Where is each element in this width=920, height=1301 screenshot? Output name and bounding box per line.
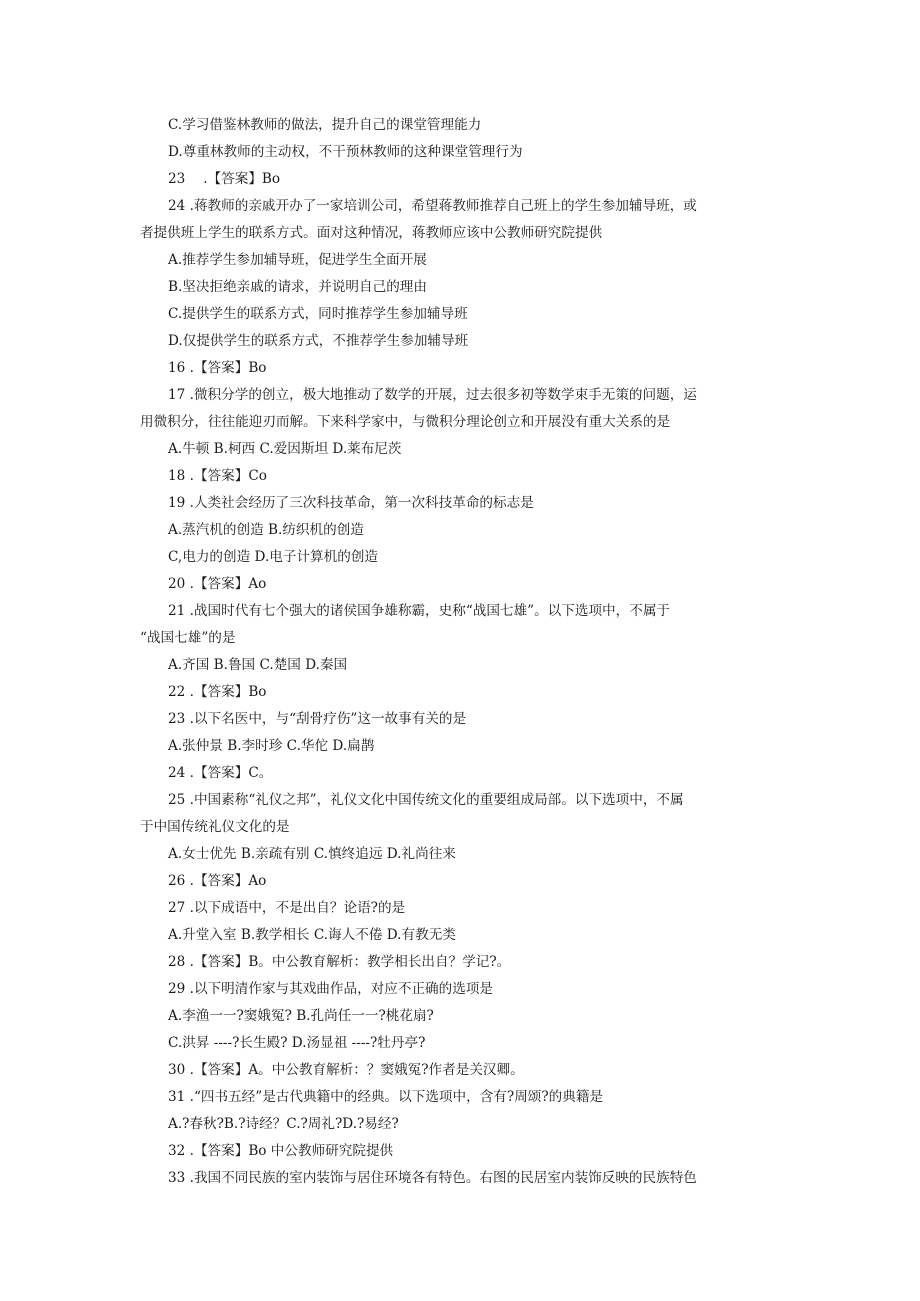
text-line: A.蒸汽机的创造 B.纺织机的创造 [168,522,364,538]
text-line: 23 .以下名医中，与“刮骨疗伤”这一故事有关的是 [168,711,467,727]
text-line: C,电力的创造 D.电子计算机的创造 [168,549,379,565]
text-line: C.提供学生的联系方式，同时推荐学生参加辅导班 [168,306,468,322]
text-line: 于中国传统礼仪文化的是 [140,819,290,835]
text-line: 19 .人类社会经历了三次科技革命，第一次科技革命的标志是 [168,495,534,511]
text-line: 27 .以下成语中，不是出自？论语?的是 [168,900,406,916]
text-line: C.洪昇 ----?长生殿? D.汤显祖 ----?牡丹亭? [168,1035,426,1051]
text-line: A.张仲景 B.李时珍 C.华佗 D.扁鹊 [168,738,375,754]
text-line: 22 .【答案】Bo [168,684,267,700]
text-line: 24 .蒋教师的亲戚开办了一家培训公司，希望蒋教师推荐自己班上的学生参加辅导班，或 [168,198,697,214]
text-line: C.学习借鉴林教师的做法，提升自己的课堂管理能力 [168,117,482,133]
text-line: 21 .战国时代有七个强大的诸侯国争雄称霸，史称“战国七雄”。以下选项中，不属于 [168,603,671,619]
text-line: 16 .【答案】Bo [168,360,267,376]
text-line: 23 .【答案】Bo [168,171,281,187]
text-line: A.推荐学生参加辅导班，促进学生全面开展 [168,252,427,268]
text-line: 用微积分，往往能迎刃而解。下来科学家中，与微积分理论创立和开展没有重大关系的是 [140,414,671,430]
text-line: 33 .我国不同民族的室内装饰与居住环境各有特色。右图的民居室内装饰反映的民族特色 [168,1170,697,1186]
text-line: B.坚决拒绝亲戚的请求，并说明自己的理由 [168,279,427,295]
text-line: 18 .【答案】Co [168,468,267,484]
text-line: A.女士优先 B.亲疏有别 C.慎终追远 D.礼尚往来 [168,846,456,862]
text-line: 26 .【答案】Ao [168,873,267,889]
text-line: A.齐国 B.鲁国 C.楚国 D.秦国 [168,657,348,673]
text-line: 者提供班上学生的联系方式。面对这种情况，蒋教师应该中公教师研究院提供 [140,225,603,241]
text-line: 29 .以下明清作家与其戏曲作品，对应不正确的选项是 [168,981,494,997]
text-line: A.升堂入室 B.教学相长 C.诲人不倦 D.有教无类 [168,927,456,943]
text-line: A.牛顿 B.柯西 C.爱因斯坦 D.莱布尼茨 [168,441,402,457]
text-line: D.仅提供学生的联系方式，不推荐学生参加辅导班 [168,333,469,349]
text-line: 31 .“四书五经”是古代典籍中的经典。以下选项中，含有?周颂?的典籍是 [168,1089,604,1105]
text-line: 17 .微积分学的创立，极大地推动了数学的开展，过去很多初等数学束手无策的问题，运 [168,387,697,403]
text-line: 28 .【答案】B。中公教育解析：教学相长出自？学记?。 [168,954,511,970]
text-line: 30 .【答案】A。中公教育解析：？窦娥冤?作者是关汉卿。 [168,1062,524,1078]
text-line: 25 .中国素称“礼仪之邦”，礼仪文化中国传统文化的重要组成局部。以下选项中，不属 [168,792,684,808]
text-line: 32 .【答案】Bo 中公教师研究院提供 [168,1143,394,1159]
document-body [140,112,790,1192]
text-line: A.李渔一一?窦娥冤? B.孔尚任一一?桃花扇? [168,1008,434,1024]
text-line: “战国七雄”的是 [140,630,236,646]
text-line: 24 .【答案】C。 [168,765,273,781]
text-line: D.尊重林教师的主动权，不干预林教师的这种课堂管理行为 [168,144,523,160]
text-line: 20 .【答案】Ao [168,576,267,592]
text-line: A.?春秋?B.?诗经？C.?周礼?D.?易经? [168,1116,399,1132]
